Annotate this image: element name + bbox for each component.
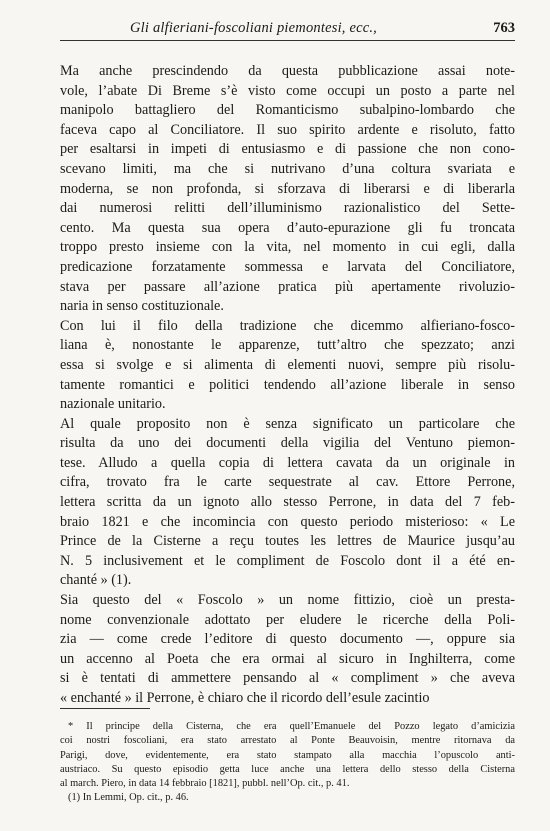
text-line: essa si svolge e si alimenta di elementi nuovi, sempre più risolu-	[60, 356, 515, 373]
text-line: risulta da uno dei documenti della vigilia del Ventuno piemon-	[60, 435, 515, 452]
text-line: tese. Alludo a quella copia di lettera cavata da un originale in	[60, 454, 515, 471]
body-text	[60, 62, 515, 709]
text-line: nazionale unitario.	[60, 396, 166, 413]
footnote-line: coi nostri foscoliani, era stato arrestato al Ponte Beauvoisin, mentre ritornava da	[60, 735, 515, 747]
running-title: Gli alfieriani-foscoliani piemontesi, ecc.,	[130, 20, 378, 36]
footnote-line: (1) In Lemmi, Op. cit., p. 46.	[68, 792, 189, 804]
text-line: Ma anche prescindendo da questa pubblicazione assai note-	[60, 63, 515, 79]
paragraph	[60, 62, 515, 317]
text-line: si è tentati di ammettere pensando al « compliment » che aveva	[60, 670, 515, 687]
footnote-rule	[60, 708, 150, 709]
paragraph	[60, 591, 515, 709]
text-line: Prince de la Cisterne a reçu toutes les lettres de Maurice jusqu’au	[60, 533, 515, 550]
footnote-line: austriaco. Su questo episodio getta luce anche una lettera dello stesso della Cisterna	[60, 763, 515, 775]
text-line: naria in senso costituzionale.	[60, 298, 224, 315]
text-line: cifra, trovato fra le carte sequestrate al cav. Ettore Perrone,	[60, 474, 515, 491]
page-number: 763	[493, 20, 515, 36]
text-line: tamente romantici e politici tendendo all’azione liberale in senso	[60, 376, 515, 393]
page-header	[60, 18, 515, 40]
footnotes	[60, 720, 515, 806]
text-line: « enchanté » il Perrone, è chiaro che il ricordo dell’esule zacintio	[60, 690, 430, 706]
text-line: troppo presto insieme con la vita, nel momento in cui egli, dalla	[60, 239, 515, 256]
text-line: Al quale proposito non è senza significato un particolare che	[60, 415, 515, 432]
text-line: moderna, se non profonda, si sforzava di liberarsi e di liberarla	[60, 180, 515, 197]
text-line: chanté » (1).	[60, 572, 132, 589]
header-rule	[60, 40, 515, 41]
text-line: cento. Ma questa sua opera d’auto-epurazione gli fu troncata	[60, 219, 515, 236]
text-line: zia — come crede l’editore di questo documento —, oppure sia	[60, 631, 515, 648]
text-line: per esaltarsi in impeti di entusiasmo e di passione che non cono-	[60, 141, 515, 158]
text-line: Sia questo del « Foscolo » un nome fittizio, cioè un presta-	[60, 592, 515, 609]
text-line: dai numerosi relitti dell’illuminismo razionalistico del Sette-	[60, 200, 515, 217]
text-line: vole, l’abate Di Breme s’è visto come occupi un posto a parte nel	[60, 82, 515, 99]
text-line: manipolo battagliero del Romanticismo subalpino-lombardo che	[60, 102, 515, 119]
text-line: faceva capo al Conciliatore. Il suo spirito ardente e risoluto, fatto	[60, 121, 515, 138]
text-line: braio 1821 e che incomincia con questo periodo misterioso: « Le	[60, 513, 515, 530]
text-line: nome convenzionale adottato per eludere le ricerche della Poli-	[60, 611, 515, 628]
text-line: predicazione forzatamente sommessa e larvata del Conciliatore,	[60, 258, 515, 275]
text-line: liana è, nonostante le apparenze, tutt’altro che spezzato; anzi	[60, 337, 515, 354]
text-line: N. 5 inclusivement et le compliment de Foscolo dont il a été en-	[60, 552, 515, 569]
text-line: un accenno al Poeta che era ormai al sicuro in Inghilterra, come	[60, 650, 515, 667]
text-line: scevano limiti, ma che si nutrivano d’una coltura svariata e	[60, 160, 515, 177]
text-line: stava per passare all’azione pratica più apertamente rivoluzio-	[60, 278, 515, 295]
paragraph	[60, 415, 515, 591]
paragraph	[60, 317, 515, 415]
text-line: Con lui il filo della tradizione che dicemmo alfieriano-fosco-	[60, 317, 515, 334]
footnote-line: * Il principe della Cisterna, che era quell’Emanuele del Pozzo legato d’amicizia	[68, 721, 515, 732]
footnote-line: Parigi, dove, evidentemente, era stato stampato alla macchia l’opuscolo anti-	[60, 749, 515, 761]
footnote-line: al march. Piero, in data 14 febbraio [1821], pubbl. nell’Op. cit., p. 41.	[60, 778, 350, 790]
text-line: lettera scritta da un ignoto allo stesso Perrone, in data del 7 feb-	[60, 494, 515, 511]
